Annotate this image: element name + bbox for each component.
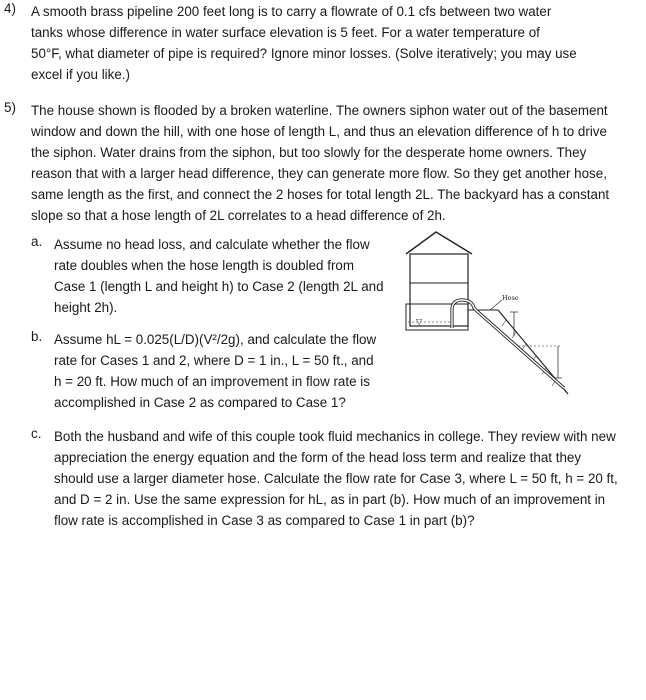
problem-5-line: slope so that a hose length of 2L correlates to a head difference of 2h. [31,208,446,223]
problem-4-line: tanks whose difference in water surface elevation is 5 feet. For a water temperature of [31,25,540,40]
siphon-house-figure [402,228,572,418]
part-a-label: a. [31,234,43,249]
part-a-line: Assume no head loss, and calculate whether the flow [54,237,370,252]
part-b-line: h = 20 ft. How much of an improvement in flow rate is [54,374,370,389]
problem-5-line: the siphon. Water drains from the siphon, but too slowly for the desperate home owners. They [31,145,587,160]
water-surface-icon: ▽ [416,317,423,326]
slope-hatching [502,320,556,386]
problem-5-line: same length as the first, and connect the 2 hoses for total length 2L. The backyard has a constant [31,187,610,202]
siphon-diagram [402,228,572,418]
problem-5-number: 5) [4,100,16,115]
hose-label-leader [490,300,502,310]
problem-4-text [31,1,637,85]
house-walls [410,254,468,326]
problem-5-line: window and down the hill, with one hose of length L, and thus an elevation difference of h to drive [31,124,607,139]
hose [452,300,564,388]
part-a-text [54,234,404,318]
problem-4-line: excel if you like.) [31,67,130,82]
part-b-label: b. [31,329,43,344]
part-c-line: flow rate is accomplished in Case 3 as compared to Case 1 in part (b)? [54,513,475,528]
part-c-line: Both the husband and wife of this couple took fluid mechanics in college. They review with new [54,429,616,444]
part-c-line: should use a larger diameter hose. Calculate the flow rate for Case 3, where L = 50 ft, h = 20 ft, [54,471,618,486]
part-b-line: Assume hL = 0.025(L/D)(V²/2g), and calculate the flow [54,332,377,347]
part-b-line: accomplished in Case 2 as compared to Case 1? [54,395,346,410]
part-a-line: rate doubles when the hose length is doubled from [54,258,355,273]
problem-5-line: reason that with a larger head difference, they can generate more flow. So they get another hose, [31,166,607,181]
part-c-line: appreciation the energy equation and the form of the head loss term and realize that they [54,450,582,465]
part-b-line: rate for Cases 1 and 2, where D = 1 in., L = 50 ft., and [54,353,374,368]
problem-4-line: 50°F, what diameter of pipe is required? Ignore minor losses. (Solve iteratively; you may use [31,46,577,61]
house-roof [406,232,472,254]
part-a-line: height 2h). [54,300,118,315]
problem-4-line: A smooth brass pipeline 200 feet long is to carry a flowrate of 0.1 cfs between two water [31,4,552,19]
part-c-line: and D = 2 in. Use the same expression for hL, as in part (b). How much of an improvement in [54,492,606,507]
problem-5-text [31,100,637,226]
part-a-line: Case 1 (length L and height h) to Case 2 (length 2L and [54,279,384,294]
part-b-text [54,329,404,413]
part-c-text [54,426,639,531]
problem-5-line: The house shown is flooded by a broken waterline. The owners siphon water out of the basement [31,103,608,118]
part-c-label: c. [31,426,42,441]
problem-4-number: 4) [4,1,16,16]
hose-label: Hose [502,294,519,302]
